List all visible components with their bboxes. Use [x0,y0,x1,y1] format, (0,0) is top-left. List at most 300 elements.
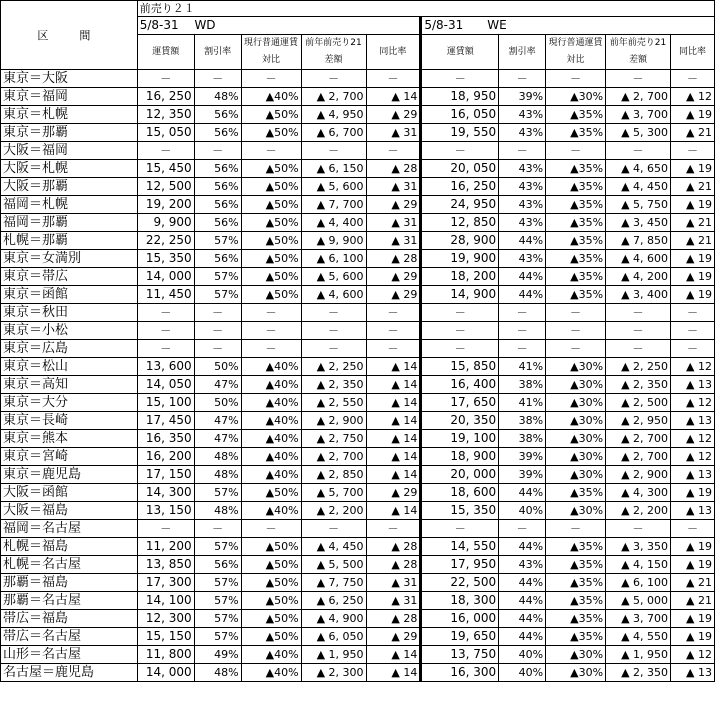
period-weekday: 5/8-31 WD [137,17,421,35]
wd-current-ratio: － [241,520,301,538]
we-yoy-ratio: ▲ 13 [671,376,715,394]
we-prev-diff: ▲ 2, 700 [606,88,671,106]
wd-prev-diff: ▲ 4, 450 [301,538,366,556]
we-prev-diff: ▲ 7, 850 [606,232,671,250]
wd-discount: 57% [194,628,241,646]
wd-discount: 56% [194,178,241,196]
wd-prev-diff: ▲ 2, 700 [301,448,366,466]
we-discount: 38% [499,412,546,430]
we-current-ratio: ▲35% [546,610,606,628]
we-discount: 43% [499,196,546,214]
route-name: 東京＝熊本 [1,430,138,448]
wd-yoy-ratio: ▲ 14 [366,430,421,448]
wd-current-ratio: ▲50% [241,178,301,196]
we-discount: 43% [499,160,546,178]
wd-discount: 48% [194,502,241,520]
we-prev-diff: ▲ 4, 650 [606,160,671,178]
table-row [1,232,715,250]
wd-prev-diff: － [301,304,366,322]
route-name: 大阪＝札幌 [1,160,138,178]
we-discount: － [499,340,546,358]
we-current-ratio: ▲30% [546,412,606,430]
route-name: 東京＝帯広 [1,268,138,286]
route-name: 東京＝宮崎 [1,448,138,466]
we-prev-diff: － [606,142,671,160]
wd-discount: － [194,340,241,358]
we-prev-diff: ▲ 5, 000 [606,592,671,610]
wd-fare: 11, 450 [137,286,194,304]
wd-current-ratio: ▲50% [241,610,301,628]
we-prev-diff: ▲ 2, 350 [606,664,671,682]
we-discount: 38% [499,430,546,448]
wd-current-ratio: ▲50% [241,196,301,214]
wd-prev-diff: ▲ 2, 850 [301,466,366,484]
wd-fare: 9, 900 [137,214,194,232]
we-prev-diff: ▲ 3, 700 [606,106,671,124]
table-row [1,304,715,322]
wd-prev-diff: ▲ 4, 950 [301,106,366,124]
wd-yoy-ratio: ▲ 14 [366,502,421,520]
wd-current-ratio: ▲50% [241,214,301,232]
we-discount: 44% [499,538,546,556]
wd-discount: － [194,142,241,160]
we-prev-diff: ▲ 2, 500 [606,394,671,412]
wd-fare: 17, 150 [137,466,194,484]
we-yoy-ratio: ▲ 13 [671,664,715,682]
route-name: 東京＝函館 [1,286,138,304]
we-yoy-ratio: ▲ 21 [671,214,715,232]
wd-discount: 56% [194,556,241,574]
wd-discount: 47% [194,376,241,394]
route-name: 東京＝小松 [1,322,138,340]
wd-yoy-ratio: ▲ 14 [366,448,421,466]
wd-discount: 57% [194,610,241,628]
we-col-yoy: 同比率 [671,35,715,70]
we-fare: － [421,70,499,88]
we-yoy-ratio: ▲ 19 [671,286,715,304]
we-discount: 40% [499,502,546,520]
we-fare: 22, 500 [421,574,499,592]
route-name: 東京＝札幌 [1,106,138,124]
we-fare: － [421,322,499,340]
wd-yoy-ratio: ▲ 28 [366,556,421,574]
route-name: 福岡＝札幌 [1,196,138,214]
route-name: 東京＝大阪 [1,70,138,88]
wd-prev-diff: ▲ 6, 050 [301,628,366,646]
wd-yoy-ratio: － [366,340,421,358]
we-current-ratio: － [546,340,606,358]
wd-prev-diff: ▲ 1, 950 [301,646,366,664]
we-discount: 41% [499,394,546,412]
route-name: 名古屋＝鹿児島 [1,664,138,682]
we-discount: 38% [499,376,546,394]
wd-yoy-ratio: ▲ 14 [366,646,421,664]
wd-fare: 14, 300 [137,484,194,502]
we-discount: － [499,322,546,340]
we-current-ratio: ▲35% [546,286,606,304]
we-col-current: 現行普通運賃 [546,35,606,53]
we-current-ratio: ▲35% [546,106,606,124]
we-yoy-ratio: ▲ 19 [671,106,715,124]
wd-prev-diff: － [301,70,366,88]
we-discount: 39% [499,88,546,106]
wd-yoy-ratio: ▲ 14 [366,394,421,412]
wd-current-ratio: － [241,304,301,322]
wd-discount: 56% [194,106,241,124]
wd-fare: － [137,340,194,358]
wd-prev-diff: ▲ 7, 750 [301,574,366,592]
wd-yoy-ratio: ▲ 31 [366,124,421,142]
wd-yoy-ratio: ▲ 14 [366,466,421,484]
wd-discount: 47% [194,430,241,448]
wd-discount: 47% [194,412,241,430]
we-current-ratio: ▲30% [546,88,606,106]
wd-col-current: 現行普通運賃 [241,35,301,53]
wd-discount: 56% [194,124,241,142]
table-row [1,106,715,124]
we-fare: － [421,142,499,160]
wd-yoy-ratio: ▲ 14 [366,664,421,682]
table-row [1,322,715,340]
table-row [1,466,715,484]
route-name: 大阪＝福岡 [1,142,138,160]
wd-discount: 57% [194,268,241,286]
route-name: 那覇＝名古屋 [1,592,138,610]
wd-yoy-ratio: ▲ 31 [366,574,421,592]
we-yoy-ratio: ▲ 13 [671,412,715,430]
we-yoy-ratio: ▲ 19 [671,556,715,574]
wd-yoy-ratio: ▲ 31 [366,214,421,232]
we-yoy-ratio: ▲ 21 [671,124,715,142]
route-name: 那覇＝福島 [1,574,138,592]
we-current-ratio: ▲30% [546,448,606,466]
we-yoy-ratio: ▲ 13 [671,502,715,520]
we-fare: 18, 950 [421,88,499,106]
wd-yoy-ratio: ▲ 29 [366,286,421,304]
table-row [1,124,715,142]
wd-fare: 22, 250 [137,232,194,250]
wd-yoy-ratio: ▲ 31 [366,592,421,610]
route-name: 大阪＝函館 [1,484,138,502]
we-fare: 16, 400 [421,376,499,394]
route-name: 札幌＝福島 [1,538,138,556]
route-name: 東京＝松山 [1,358,138,376]
we-fare: 19, 550 [421,124,499,142]
wd-col-yoy: 同比率 [366,35,421,70]
route-name: 福岡＝那覇 [1,214,138,232]
wd-yoy-ratio: ▲ 14 [366,412,421,430]
we-fare: 18, 300 [421,592,499,610]
wd-fare: 11, 800 [137,646,194,664]
we-yoy-ratio: ▲ 13 [671,466,715,484]
we-discount: 44% [499,286,546,304]
we-yoy-ratio: ▲ 12 [671,358,715,376]
wd-discount: － [194,322,241,340]
we-current-ratio: ▲35% [546,538,606,556]
wd-prev-diff: ▲ 5, 500 [301,556,366,574]
wd-fare: 14, 100 [137,592,194,610]
wd-fare: 14, 000 [137,664,194,682]
wd-fare: 11, 200 [137,538,194,556]
wd-col-fare: 運賃額 [137,35,194,70]
we-fare: 16, 000 [421,610,499,628]
table-row [1,520,715,538]
wd-prev-diff: ▲ 5, 600 [301,178,366,196]
we-yoy-ratio: ▲ 12 [671,646,715,664]
table-row [1,178,715,196]
route-name: 東京＝秋田 [1,304,138,322]
we-fare: － [421,340,499,358]
wd-discount: 48% [194,664,241,682]
we-current-ratio: ▲35% [546,232,606,250]
wd-fare: 12, 350 [137,106,194,124]
route-name: 東京＝大分 [1,394,138,412]
we-fare: 19, 900 [421,250,499,268]
wd-current-ratio: ▲40% [241,412,301,430]
wd-prev-diff: － [301,340,366,358]
table-row [1,484,715,502]
wd-discount: 57% [194,592,241,610]
we-prev-diff: － [606,322,671,340]
wd-current-ratio: ▲40% [241,646,301,664]
we-prev-diff: ▲ 2, 700 [606,430,671,448]
we-discount: － [499,70,546,88]
wd-prev-diff: － [301,142,366,160]
table-row [1,376,715,394]
wd-yoy-ratio: ▲ 31 [366,232,421,250]
we-discount: 44% [499,232,546,250]
we-prev-diff: ▲ 2, 700 [606,448,671,466]
wd-current-ratio: － [241,70,301,88]
we-yoy-ratio: － [671,520,715,538]
we-fare: 15, 350 [421,502,499,520]
wd-prev-diff: ▲ 2, 750 [301,430,366,448]
wd-yoy-ratio: － [366,142,421,160]
we-fare: 28, 900 [421,232,499,250]
we-prev-diff: ▲ 2, 900 [606,466,671,484]
we-discount: 43% [499,178,546,196]
we-current-ratio: － [546,142,606,160]
route-name: 東京＝長崎 [1,412,138,430]
we-current-ratio: ▲30% [546,664,606,682]
wd-yoy-ratio: ▲ 29 [366,196,421,214]
wd-prev-diff: ▲ 6, 250 [301,592,366,610]
wd-yoy-ratio: ▲ 29 [366,628,421,646]
we-prev-diff: ▲ 2, 250 [606,358,671,376]
route-name: 札幌＝名古屋 [1,556,138,574]
we-current-ratio: ▲30% [546,376,606,394]
we-fare: － [421,520,499,538]
wd-fare: 15, 150 [137,628,194,646]
we-yoy-ratio: － [671,70,715,88]
wd-discount: 57% [194,574,241,592]
route-name: 東京＝福岡 [1,88,138,106]
we-yoy-ratio: ▲ 21 [671,178,715,196]
wd-prev-diff: ▲ 2, 350 [301,376,366,394]
wd-prev-diff: ▲ 4, 400 [301,214,366,232]
we-fare: 19, 100 [421,430,499,448]
we-discount: 44% [499,628,546,646]
we-fare: 12, 850 [421,214,499,232]
table-row [1,88,715,106]
wd-current-ratio: ▲40% [241,394,301,412]
we-yoy-ratio: ▲ 19 [671,250,715,268]
wd-fare: 13, 150 [137,502,194,520]
route-name: 福岡＝名古屋 [1,520,138,538]
we-fare: 16, 050 [421,106,499,124]
we-yoy-ratio: ▲ 21 [671,232,715,250]
we-current-ratio: ▲35% [546,592,606,610]
we-yoy-ratio: － [671,304,715,322]
we-discount: 43% [499,556,546,574]
wd-prev-diff: ▲ 9, 900 [301,232,366,250]
we-discount: 40% [499,664,546,682]
we-current-ratio: ▲35% [546,160,606,178]
wd-fare: 17, 300 [137,574,194,592]
we-prev-diff: ▲ 4, 200 [606,268,671,286]
wd-fare: － [137,520,194,538]
we-fare: 17, 950 [421,556,499,574]
period-weekend: 5/8-31 WE [421,17,715,35]
we-prev-diff: － [606,70,671,88]
we-col-current-sub: 対比 [546,52,606,70]
wd-current-ratio: ▲50% [241,106,301,124]
wd-yoy-ratio: ▲ 28 [366,610,421,628]
we-prev-diff: ▲ 4, 300 [606,484,671,502]
wd-yoy-ratio: － [366,322,421,340]
we-current-ratio: － [546,70,606,88]
we-fare: 24, 950 [421,196,499,214]
wd-current-ratio: ▲50% [241,592,301,610]
we-fare: 14, 550 [421,538,499,556]
we-prev-diff: ▲ 2, 200 [606,502,671,520]
we-current-ratio: ▲30% [546,430,606,448]
wd-yoy-ratio: ▲ 14 [366,376,421,394]
table-row [1,412,715,430]
wd-yoy-ratio: ▲ 29 [366,484,421,502]
wd-current-ratio: ▲50% [241,538,301,556]
wd-current-ratio: ▲40% [241,430,301,448]
wd-fare: 16, 200 [137,448,194,466]
wd-yoy-ratio: ▲ 29 [366,106,421,124]
we-current-ratio: ▲35% [546,178,606,196]
wd-discount: 57% [194,538,241,556]
table-row [1,358,715,376]
we-discount: 41% [499,358,546,376]
table-row [1,142,715,160]
we-discount: 44% [499,484,546,502]
wd-fare: 16, 250 [137,88,194,106]
we-fare: 16, 250 [421,178,499,196]
wd-discount: 56% [194,160,241,178]
we-col-fare: 運賃額 [421,35,499,70]
table-row [1,448,715,466]
wd-prev-diff: ▲ 6, 150 [301,160,366,178]
we-prev-diff: ▲ 4, 600 [606,250,671,268]
table-row [1,196,715,214]
route-name: 東京＝女満別 [1,250,138,268]
we-discount: － [499,142,546,160]
we-current-ratio: ▲35% [546,556,606,574]
wd-discount: 48% [194,448,241,466]
we-fare: 20, 000 [421,466,499,484]
route-name: 東京＝高知 [1,376,138,394]
we-prev-diff: ▲ 5, 300 [606,124,671,142]
we-yoy-ratio: ▲ 19 [671,538,715,556]
wd-current-ratio: － [241,142,301,160]
wd-prev-diff: ▲ 2, 550 [301,394,366,412]
we-fare: 18, 900 [421,448,499,466]
wd-discount: 56% [194,196,241,214]
we-current-ratio: ▲30% [546,394,606,412]
wd-fare: 14, 050 [137,376,194,394]
table-row [1,250,715,268]
wd-yoy-ratio: ▲ 29 [366,268,421,286]
we-prev-diff: ▲ 2, 950 [606,412,671,430]
section-header: 区 間 [1,1,138,70]
we-prev-diff: ▲ 3, 400 [606,286,671,304]
wd-fare: 19, 200 [137,196,194,214]
wd-current-ratio: ▲50% [241,286,301,304]
we-prev-diff: － [606,304,671,322]
we-discount: 44% [499,574,546,592]
wd-prev-diff: ▲ 6, 700 [301,124,366,142]
wd-yoy-ratio: － [366,304,421,322]
we-current-ratio: ▲35% [546,250,606,268]
wd-fare: 16, 350 [137,430,194,448]
wd-yoy-ratio: ▲ 14 [366,88,421,106]
wd-fare: 13, 850 [137,556,194,574]
wd-fare: 12, 500 [137,178,194,196]
we-current-ratio: ▲35% [546,196,606,214]
we-prev-diff: ▲ 6, 100 [606,574,671,592]
we-yoy-ratio: ▲ 21 [671,574,715,592]
wd-discount: 48% [194,466,241,484]
table-row [1,70,715,88]
we-current-ratio: ▲35% [546,214,606,232]
wd-prev-diff: ▲ 2, 300 [301,664,366,682]
wd-fare: 12, 300 [137,610,194,628]
wd-yoy-ratio: ▲ 28 [366,160,421,178]
wd-prev-diff: ▲ 2, 900 [301,412,366,430]
we-prev-diff: ▲ 5, 750 [606,196,671,214]
wd-current-ratio: ▲40% [241,376,301,394]
we-yoy-ratio: － [671,322,715,340]
we-current-ratio: ▲35% [546,574,606,592]
wd-discount: 50% [194,394,241,412]
route-name: 東京＝広島 [1,340,138,358]
table-row [1,592,715,610]
wd-current-ratio: － [241,322,301,340]
wd-fare: 17, 450 [137,412,194,430]
route-name: 山形＝名古屋 [1,646,138,664]
we-yoy-ratio: － [671,340,715,358]
wd-prev-diff: ▲ 4, 600 [301,286,366,304]
we-discount: 44% [499,610,546,628]
table-row [1,556,715,574]
wd-fare: 15, 450 [137,160,194,178]
wd-fare: － [137,322,194,340]
route-name: 東京＝鹿児島 [1,466,138,484]
we-yoy-ratio: ▲ 21 [671,592,715,610]
we-discount: 43% [499,214,546,232]
table-row [1,340,715,358]
we-prev-diff: ▲ 1, 950 [606,646,671,664]
we-current-ratio: － [546,304,606,322]
wd-current-ratio: ▲40% [241,466,301,484]
wd-discount: 49% [194,646,241,664]
we-current-ratio: － [546,520,606,538]
